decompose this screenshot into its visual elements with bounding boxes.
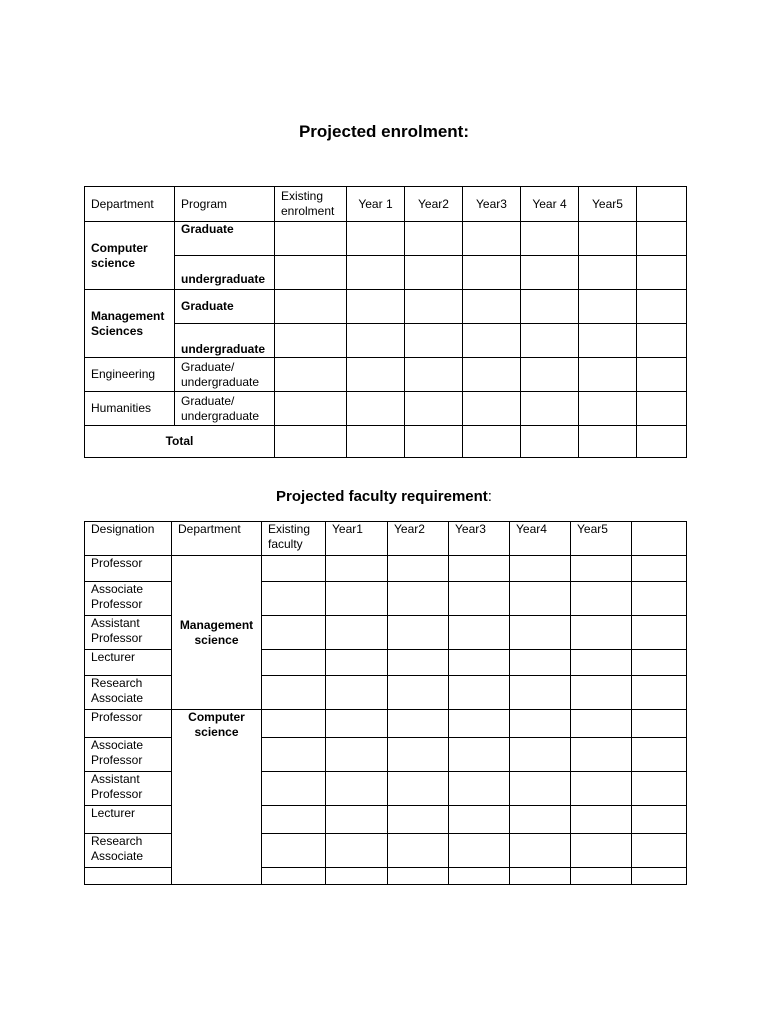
table-cell[interactable]: [275, 290, 347, 324]
table-cell[interactable]: [463, 256, 521, 290]
table-cell[interactable]: [571, 650, 632, 676]
dept-computer-science: Computer science: [85, 222, 175, 290]
table-cell[interactable]: [326, 676, 388, 710]
table-cell[interactable]: [449, 834, 510, 868]
enrolment-table: [84, 186, 687, 458]
faculty-table: [84, 521, 687, 885]
table-cell[interactable]: [262, 556, 326, 582]
table-cell[interactable]: [632, 616, 687, 650]
table-cell[interactable]: [632, 676, 687, 710]
table-cell[interactable]: [326, 710, 388, 738]
table-cell[interactable]: [510, 710, 571, 738]
table-cell[interactable]: [262, 710, 326, 738]
table-cell[interactable]: [579, 392, 637, 426]
table-row: [85, 556, 687, 582]
table-cell[interactable]: [579, 358, 637, 392]
table-cell[interactable]: [388, 834, 449, 868]
header-year-2: Year2: [388, 522, 449, 556]
table-cell[interactable]: [571, 806, 632, 834]
table-row: [85, 222, 687, 256]
header-year-1: Year1: [326, 522, 388, 556]
table-cell[interactable]: [521, 392, 579, 426]
table-cell[interactable]: [571, 616, 632, 650]
table-cell[interactable]: [388, 868, 449, 885]
table-cell[interactable]: [449, 868, 510, 885]
table-cell[interactable]: [326, 738, 388, 772]
table-cell[interactable]: [326, 616, 388, 650]
table-cell[interactable]: [579, 426, 637, 458]
program-graduate-undergraduate: Graduate/ undergraduate: [175, 392, 275, 426]
table-cell[interactable]: [571, 738, 632, 772]
table-cell[interactable]: [347, 222, 405, 256]
header-extra: [637, 187, 687, 222]
table-cell[interactable]: [521, 426, 579, 458]
designation-research-associate: Research Associate: [85, 676, 172, 710]
table-cell[interactable]: [449, 676, 510, 710]
table-cell[interactable]: [510, 556, 571, 582]
header-program: Program: [175, 187, 275, 222]
designation-professor: Professor: [85, 556, 172, 582]
table-cell[interactable]: [463, 358, 521, 392]
table-cell[interactable]: [275, 222, 347, 256]
table-cell[interactable]: [571, 710, 632, 738]
designation-lecturer: Lecturer: [85, 806, 172, 834]
table-cell[interactable]: [632, 868, 687, 885]
table-cell[interactable]: [262, 616, 326, 650]
header-existing-faculty: Existing faculty: [262, 522, 326, 556]
table-cell[interactable]: [347, 290, 405, 324]
designation-assistant-professor: Assistant Professor: [85, 616, 172, 650]
table-cell[interactable]: [262, 582, 326, 616]
header-department: Department: [172, 522, 262, 556]
table-cell[interactable]: [347, 256, 405, 290]
table-cell[interactable]: [510, 676, 571, 710]
table-cell[interactable]: [449, 738, 510, 772]
table-cell[interactable]: [521, 324, 579, 358]
table-cell[interactable]: [632, 834, 687, 868]
table-cell[interactable]: [510, 868, 571, 885]
total-label: Total: [85, 426, 275, 458]
table-cell[interactable]: [463, 426, 521, 458]
table-cell[interactable]: [275, 324, 347, 358]
table-cell[interactable]: [262, 806, 326, 834]
faculty-header-row: [85, 522, 687, 556]
table-cell[interactable]: [262, 650, 326, 676]
dept-engineering: Engineering: [85, 358, 175, 392]
table-cell[interactable]: [347, 392, 405, 426]
program-undergraduate: undergraduate: [175, 324, 275, 358]
header-department: Department: [85, 187, 175, 222]
table-cell[interactable]: [463, 324, 521, 358]
faculty-title: [0, 488, 768, 505]
table-cell[interactable]: [571, 772, 632, 806]
table-cell[interactable]: [262, 676, 326, 710]
header-year-2: Year2: [405, 187, 463, 222]
table-cell[interactable]: [632, 556, 687, 582]
table-row: [85, 358, 687, 392]
table-cell[interactable]: [637, 290, 687, 324]
header-year-3: Year3: [463, 187, 521, 222]
table-cell[interactable]: [521, 256, 579, 290]
table-cell[interactable]: [637, 324, 687, 358]
table-cell[interactable]: [347, 426, 405, 458]
table-cell[interactable]: [463, 222, 521, 256]
table-cell[interactable]: [632, 650, 687, 676]
table-cell[interactable]: [449, 772, 510, 806]
table-cell[interactable]: [405, 290, 463, 324]
table-cell[interactable]: [388, 710, 449, 738]
header-year-5: Year5: [571, 522, 632, 556]
table-cell[interactable]: [637, 222, 687, 256]
table-cell[interactable]: [510, 772, 571, 806]
table-cell[interactable]: [449, 556, 510, 582]
dept-management-sciences: Management Sciences: [85, 290, 175, 358]
table-cell[interactable]: [632, 806, 687, 834]
table-cell[interactable]: [405, 426, 463, 458]
designation-research-associate: Research Associate: [85, 834, 172, 868]
designation-professor: Professor: [85, 710, 172, 738]
table-cell[interactable]: [579, 324, 637, 358]
table-cell[interactable]: [637, 358, 687, 392]
table-cell[interactable]: [632, 738, 687, 772]
header-year-4: Year 4: [521, 187, 579, 222]
table-cell[interactable]: [637, 426, 687, 458]
program-graduate-undergraduate: Graduate/ undergraduate: [175, 358, 275, 392]
table-cell[interactable]: [449, 582, 510, 616]
table-cell[interactable]: [521, 290, 579, 324]
table-cell[interactable]: [388, 676, 449, 710]
table-cell[interactable]: [262, 738, 326, 772]
table-cell[interactable]: [579, 256, 637, 290]
table-cell[interactable]: [405, 222, 463, 256]
dept-management-science: Management science: [172, 556, 262, 710]
table-cell[interactable]: [571, 582, 632, 616]
table-cell[interactable]: [388, 650, 449, 676]
header-year-3: Year3: [449, 522, 510, 556]
designation-associate-professor: Associate Professor: [85, 582, 172, 616]
dept-computer-science: Computer science: [172, 710, 262, 885]
table-cell[interactable]: [632, 582, 687, 616]
table-cell[interactable]: [632, 710, 687, 738]
table-cell[interactable]: [632, 772, 687, 806]
table-cell[interactable]: [405, 256, 463, 290]
table-cell[interactable]: [262, 868, 326, 885]
header-year-1: Year 1: [347, 187, 405, 222]
enrolment-header-row: [85, 187, 687, 222]
header-existing-enrolment: Existing enrolment: [275, 187, 347, 222]
table-cell[interactable]: [463, 290, 521, 324]
header-extra: [632, 522, 687, 556]
table-cell[interactable]: [275, 256, 347, 290]
table-row: [85, 392, 687, 426]
table-cell[interactable]: [275, 392, 347, 426]
header-year-4: Year4: [510, 522, 571, 556]
table-cell[interactable]: [579, 290, 637, 324]
table-cell[interactable]: [262, 834, 326, 868]
faculty-title-text: Projected faculty requirement: [276, 488, 488, 505]
table-cell[interactable]: [326, 582, 388, 616]
program-graduate: Graduate: [175, 222, 275, 256]
table-cell[interactable]: [326, 806, 388, 834]
table-cell[interactable]: [510, 650, 571, 676]
header-year-5: Year5: [579, 187, 637, 222]
table-cell[interactable]: [326, 834, 388, 868]
dept-humanities: Humanities: [85, 392, 175, 426]
table-cell[interactable]: [521, 358, 579, 392]
table-cell[interactable]: [510, 616, 571, 650]
table-cell[interactable]: [449, 616, 510, 650]
table-cell[interactable]: [85, 868, 172, 885]
program-undergraduate: undergraduate: [175, 256, 275, 290]
table-cell[interactable]: [326, 650, 388, 676]
total-row: [85, 426, 687, 458]
designation-lecturer: Lecturer: [85, 650, 172, 676]
table-row: [85, 324, 687, 358]
table-cell[interactable]: [388, 556, 449, 582]
table-cell[interactable]: [510, 806, 571, 834]
table-cell[interactable]: [388, 772, 449, 806]
table-cell[interactable]: [262, 772, 326, 806]
table-cell[interactable]: [405, 358, 463, 392]
table-cell[interactable]: [571, 556, 632, 582]
table-cell[interactable]: [326, 556, 388, 582]
program-graduate: Graduate: [175, 290, 275, 324]
table-cell[interactable]: [449, 650, 510, 676]
table-cell[interactable]: [388, 738, 449, 772]
table-cell[interactable]: [637, 392, 687, 426]
table-cell[interactable]: [405, 392, 463, 426]
table-row: [85, 256, 687, 290]
table-cell[interactable]: [347, 324, 405, 358]
table-cell[interactable]: [347, 358, 405, 392]
table-cell[interactable]: [326, 868, 388, 885]
faculty-title-colon: :: [487, 488, 492, 505]
table-cell[interactable]: [275, 358, 347, 392]
table-cell[interactable]: [637, 256, 687, 290]
table-cell[interactable]: [510, 834, 571, 868]
header-designation: Designation: [85, 522, 172, 556]
table-cell[interactable]: [275, 426, 347, 458]
table-cell[interactable]: [510, 582, 571, 616]
table-cell[interactable]: [388, 582, 449, 616]
table-cell[interactable]: [326, 772, 388, 806]
table-cell[interactable]: [449, 710, 510, 738]
table-cell[interactable]: [388, 806, 449, 834]
table-cell[interactable]: [571, 868, 632, 885]
table-cell[interactable]: [571, 676, 632, 710]
table-cell[interactable]: [521, 222, 579, 256]
table-cell[interactable]: [571, 834, 632, 868]
table-row: [85, 710, 687, 738]
enrolment-title: Projected enrolment:: [298, 122, 470, 141]
designation-assistant-professor: Assistant Professor: [85, 772, 172, 806]
table-cell[interactable]: [510, 738, 571, 772]
table-cell[interactable]: [463, 392, 521, 426]
table-cell[interactable]: [579, 222, 637, 256]
table-cell[interactable]: [449, 806, 510, 834]
table-row: [85, 290, 687, 324]
table-cell[interactable]: [405, 324, 463, 358]
designation-associate-professor: Associate Professor: [85, 738, 172, 772]
table-cell[interactable]: [388, 616, 449, 650]
